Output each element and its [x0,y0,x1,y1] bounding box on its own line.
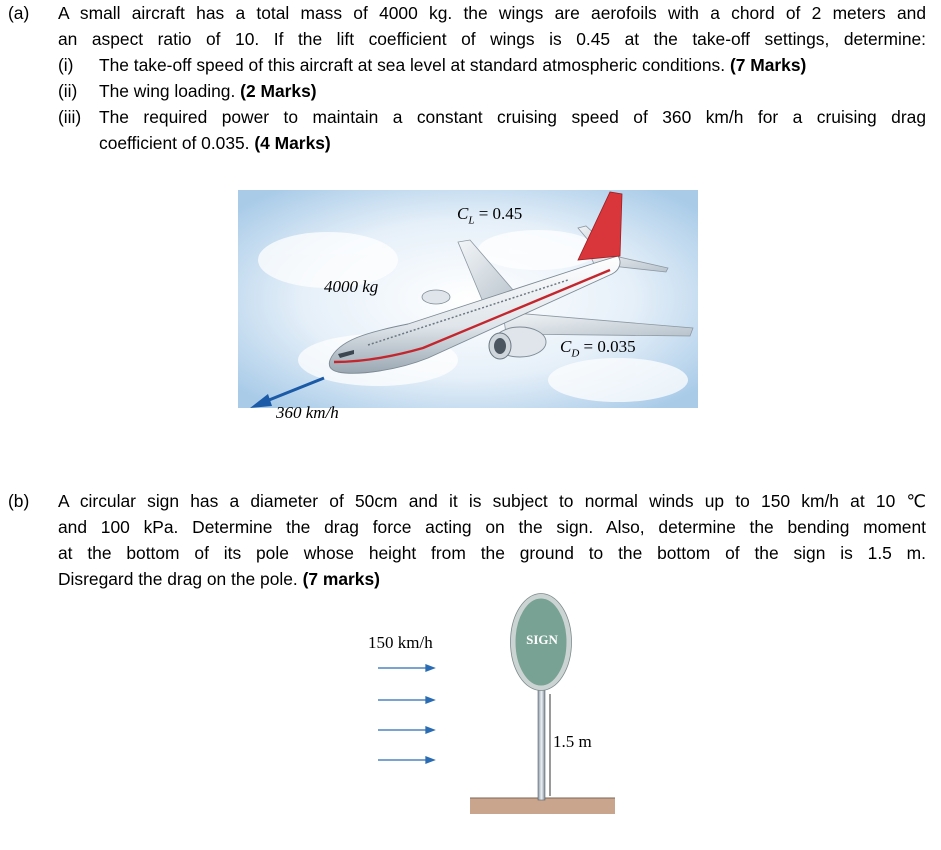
part-b-line-4-text: Disregard the drag on the pole. [58,569,298,589]
part-b-line-4 [58,566,926,592]
speed-label: 360 km/h [276,403,339,422]
item-i-marker: (i) [58,55,74,75]
item-iii-text [99,104,926,156]
item-i-text [99,52,806,78]
item-iii-marks: (4 Marks) [254,133,331,153]
sign-text: SIGN [526,632,558,647]
part-a-question [58,0,926,52]
item-iii-marker: (iii) [58,107,82,127]
cl-label [457,204,522,226]
cl-subscript: L [468,214,475,227]
ground [470,798,615,814]
part-b-marker: (b) [8,491,30,511]
engine-upper [422,290,450,304]
item-ii-marker: (ii) [58,81,78,101]
part-b-line-2: and 100 kPa. Determine the drag force acting on the sign. Also, determine the bending moment [58,517,926,537]
part-a-line-1: A small aircraft has a total mass of 4000 kg. the wings are aerofoils with a chord of 2 meters and [58,3,926,23]
item-ii-marks: (2 Marks) [240,81,317,101]
item-ii-text [99,78,317,104]
cd-label [560,337,636,359]
wind-speed-label: 150 km/h [368,633,433,652]
wind-arrows [378,665,434,763]
item-iii-question-line-1: The required power to maintain a constant cruising speed of 360 km/h for a cruising drag [99,107,926,127]
part-a-line-2: an aspect ratio of 10. If the lift coefficient of wings is 0.45 at the take-off settings, determine: [58,29,926,49]
item-iii-question-line-2 [99,130,926,156]
cl-value: = 0.45 [474,204,523,223]
cl-symbol: C [457,204,469,223]
item-i-question: The take-off speed of this aircraft at sea level at standard atmospheric conditions. [99,55,726,75]
part-a-marker: (a) [8,3,30,23]
part-b-marks: (7 marks) [302,569,380,589]
item-iii-question-line-2-text: coefficient of 0.035. [99,133,250,153]
part-b-line-3: at the bottom of its pole whose height from the ground to the bottom of the sign is 1.5 m. [58,543,926,563]
part-b-line-1: A circular sign has a diameter of 50cm and it is subject to normal winds up to 150 km/h at 10 ℃ [58,491,926,511]
cd-symbol: C [560,337,572,356]
pole-height-label: 1.5 m [553,732,592,751]
item-ii-question: The wing loading. [99,81,236,101]
sign-pole [538,688,545,800]
cd-value: = 0.035 [579,337,636,356]
cd-subscript: D [571,347,580,360]
mass-label: 4000 kg [324,277,379,296]
item-i-marks: (7 Marks) [729,55,807,75]
sign-figure [360,592,660,822]
part-b-question [58,488,926,592]
